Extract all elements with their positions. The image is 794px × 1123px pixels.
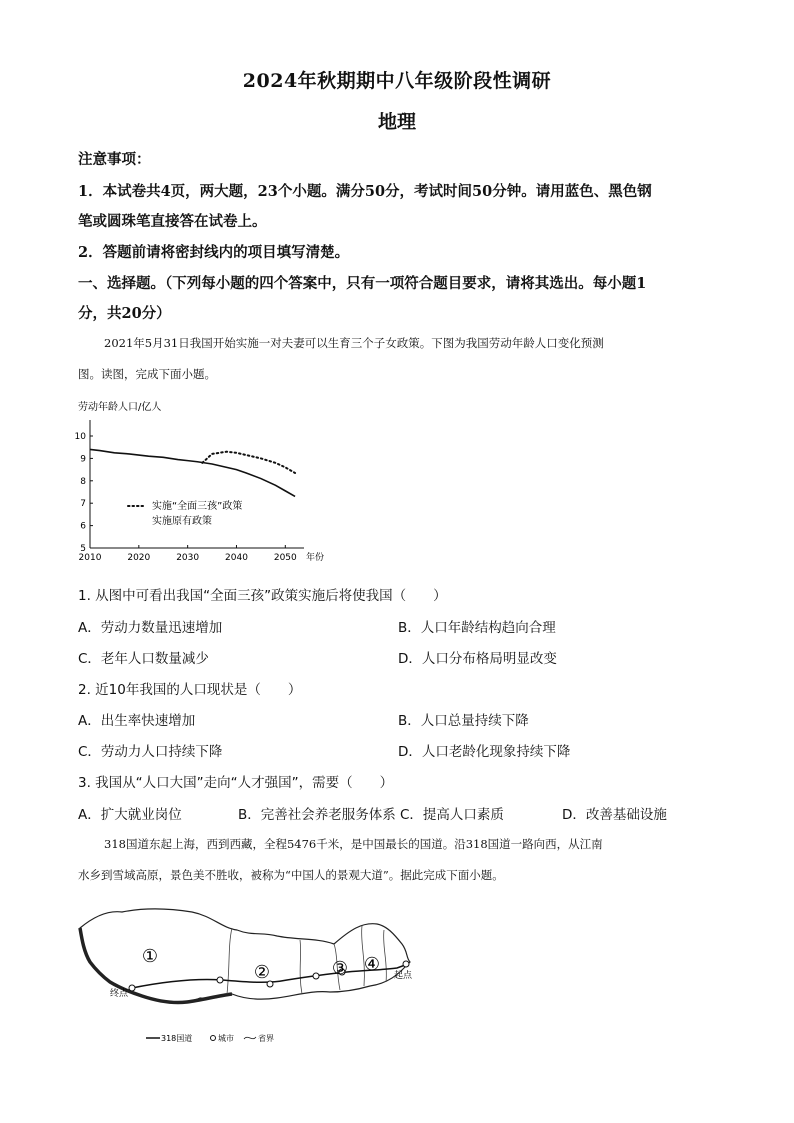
city-marker xyxy=(313,973,319,979)
q2-option-c[interactable]: C．劳动力人口持续下降 xyxy=(78,744,223,760)
passage2-line-1: 318国道东起上海，西到西藏，全程5476千米，是中国最长的国道。沿318国道一路向西，从江南 xyxy=(104,837,603,851)
x-tick-label: 2030 xyxy=(176,553,200,563)
q3-option-a[interactable]: A．扩大就业岗位 xyxy=(78,807,182,823)
section1-line-1: 一、选择题。（下列每小题的四个答案中，只有一项符合题目要求，请将其选出。每小题1 xyxy=(78,275,647,292)
labor-population-chart xyxy=(72,392,332,572)
region-label-3: ③ xyxy=(331,958,349,979)
q3-stem: 3. 我国从“人口大国”走向“人才强国”，需要（ ） xyxy=(78,775,394,791)
start-label: 起点 xyxy=(394,971,413,981)
legend-road-label: 318国道 xyxy=(161,1034,193,1043)
y-tick-label: 9 xyxy=(80,454,86,465)
legend-city-swatch xyxy=(211,1036,216,1041)
province-border xyxy=(227,928,232,994)
legend-label: 实施原有政策 xyxy=(152,516,212,527)
y-tick-label: 5 xyxy=(80,544,86,554)
q1-option-c[interactable]: C．老年人口数量减少 xyxy=(78,651,209,667)
chart-xlabel: 年份 xyxy=(306,553,325,563)
exam-subject: 地理 xyxy=(377,111,416,133)
region-label-4: ④ xyxy=(363,954,381,975)
route-318-map xyxy=(72,900,422,1050)
passage1-line-1: 2021年5月31日我国开始实施一对夫妻可以生育三个子女政策。下图为我国劳动年龄人口变化预测 xyxy=(104,336,604,350)
q3-option-d[interactable]: D．改善基础设施 xyxy=(562,807,667,823)
q1-option-b[interactable]: B．人口年龄结构趋向合理 xyxy=(398,620,556,636)
series-three-child-policy xyxy=(202,452,295,473)
y-tick-label: 7 xyxy=(80,499,86,510)
legend-border-label: 省界 xyxy=(258,1034,274,1043)
legend-label: 实施“全面三孩”政策 xyxy=(152,501,243,512)
city-marker xyxy=(403,961,409,967)
notes-heading: 注意事项： xyxy=(78,151,151,168)
city-marker xyxy=(217,977,223,983)
region-label-2: ② xyxy=(253,962,271,983)
x-tick-label: 2050 xyxy=(273,553,297,563)
y-tick-label: 8 xyxy=(80,476,86,487)
y-tick-label: 10 xyxy=(74,432,86,442)
notes-item-2: 2．答题前请将密封线内的项目填写清楚。 xyxy=(78,244,350,261)
q2-option-b[interactable]: B．人口总量持续下降 xyxy=(398,713,529,729)
x-tick-label: 2010 xyxy=(78,553,102,563)
q1-option-d[interactable]: D．人口分布格局明显改变 xyxy=(398,651,557,667)
q2-option-d[interactable]: D．人口老龄化现象持续下降 xyxy=(398,744,571,760)
exam-title: 2024年秋期期中八年级阶段性调研 xyxy=(242,70,552,92)
city-marker xyxy=(129,985,135,991)
province-border xyxy=(300,940,302,994)
legend-border-swatch xyxy=(244,1037,256,1039)
q2-option-a[interactable]: A．出生率快速增加 xyxy=(78,713,196,729)
x-tick-label: 2020 xyxy=(127,553,151,563)
legend-city-label: 城市 xyxy=(218,1034,234,1043)
notes-item-1-line-1: 1．本试卷共4页，两大题，23个小题。满分50分，考试时间50分钟。请用蓝色、黑色钢 xyxy=(78,183,652,200)
section1-line-2: 分，共20分） xyxy=(78,305,171,322)
chart-ylabel: 劳动年龄人口/亿人 xyxy=(78,402,162,413)
series-original-policy xyxy=(90,449,295,496)
q2-stem: 2. 近10年我国的人口现状是（ ） xyxy=(78,682,302,698)
q3-option-b[interactable]: B．完善社会养老服务体系 xyxy=(238,807,396,823)
notes-item-1-line-2: 笔或圆珠笔直接答在试卷上。 xyxy=(78,213,267,230)
province-border xyxy=(384,930,387,982)
q3-option-c[interactable]: C．提高人口素质 xyxy=(400,807,504,823)
region-label-1: ① xyxy=(141,946,159,967)
x-tick-label: 2040 xyxy=(225,553,248,563)
end-label: 终点 xyxy=(110,989,129,999)
y-tick-label: 6 xyxy=(80,521,86,532)
q1-option-a[interactable]: A．劳动力数量迅速增加 xyxy=(78,620,223,636)
passage1-line-2: 图。读图，完成下面小题。 xyxy=(78,367,216,381)
passage2-line-2: 水乡到雪域高原，景色美不胜收，被称为“中国人的景观大道”。据此完成下面小题。 xyxy=(78,868,504,882)
q1-stem: 1. 从图中可看出我国“全面三孩”政策实施后将使我国（ ） xyxy=(78,588,447,604)
